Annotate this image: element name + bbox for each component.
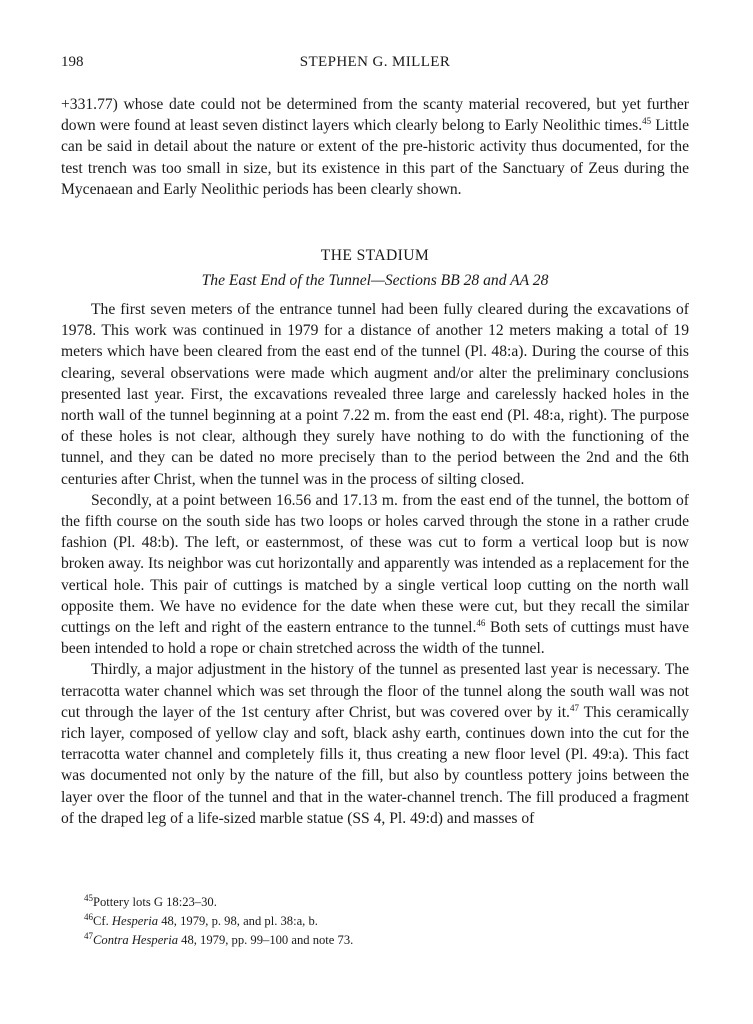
running-head (61, 54, 689, 76)
paragraph-3: Thirdly, a major adjustment in the history of the tunnel as presented last year is necessary. The terracotta water channel which was set through the floor of the tunnel along the south wall was not cut through the layer of the 1st century after Christ, but was covered over by it.$^{47}$ This ceramically rich layer, composed of yellow clay and soft, black ashy earth, continues down into the cut for the terracotta water channel and completely fills it, thus creating a new floor level (Pl. 49:a). This fact was documented not only by the nature of the fill, but also by countless pottery joins between the layer over the floor of the tunnel and that in the water-channel trench. The fill produced a fragment of the draped leg of a life-sized marble statue (SS 4, Pl. 49:d) and masses of (61, 661, 689, 827)
footnote-46: $^{46}$Cf. Hesperia 48, 1979, p. 98, and pl. 38:a, b. (84, 911, 318, 928)
footnote-47: $^{47}$Contra Hesperia 48, 1979, pp. 99–100 and note 73. (84, 930, 354, 947)
footnote-ref-47[interactable]: 47 (569, 702, 579, 713)
section-text-block (61, 299, 689, 829)
paragraph-2: Secondly, at a point between 16.56 and 17.13 m. from the east end of the tunnel, the bottom of the fifth course on the south side has two loops or holes carved through the stone in a rather crude fashion (Pl. 48:b). The left, or easternmost, of these was cut to form a vertical loop but is now broken away. Its neighbor was cut horizontally and apparently was intended as a replacement for the vertical hole. This pair of cuttings is matched by a single vertical loop cutting on the north wall opposite them. We have no evidence for the date when these were cut, but they recall the similar cuttings on the left and right of the eastern entrance to the tunnel.$^{46}$ Both sets of cuttings must have been intended to hold a rope or chain stretched across the width of the tunnel. (61, 491, 689, 658)
footnote-45: $^{45}$Pottery lots G 18:23–30. (84, 892, 217, 909)
section-title: THE STADIUM (320, 247, 430, 264)
paragraph-1: The first seven meters of the entrance tunnel had been fully cleared during the excavations of 1978. This work was continued in 1979 for a distance of another 12 meters making a total of 19 meters which have been cleared from the east end of the tunnel (Pl. 48:a). During the course of this clearing, several observations were made which augment and/or alter the preliminary conclusions presented last year. First, the excavations revealed three large and carelessly hacked holes in the north wall of the tunnel beginning at a point 7.22 m. from the east end (Pl. 48:a, right). The purpose of these holes is not clear, although they surely have nothing to do with the functioning of the tunnel, and they can be dated no more precisely than to the period between the 2nd and the 6th centuries after Christ, when the tunnel was in the process of silting closed. (61, 301, 689, 488)
footnote-ref-46[interactable]: 46 (476, 617, 486, 628)
footnotes (84, 893, 684, 950)
section-subtitle: The East End of the Tunnel—Sections BB 28 and AA 28 (201, 272, 549, 289)
intro-paragraph: +331.77) whose date could not be determined from the scanty material recovered, but yet further down were found at least seven distinct layers which clearly belong to Early Neolithic times.$^{45}$ Little can be said in detail about the nature or extent of the pre-historic activity thus documented, for the test trench was too small in size, but its existence in this part of the Sanctuary of Zeus during the Mycenaean and Early Neolithic periods has been clearly shown. (61, 96, 689, 198)
footnote-ref-45[interactable]: 45 (642, 116, 652, 127)
page-number: 198 (61, 54, 84, 70)
intro-text-block (61, 94, 689, 200)
author-heading: STEPHEN G. MILLER (299, 54, 451, 70)
